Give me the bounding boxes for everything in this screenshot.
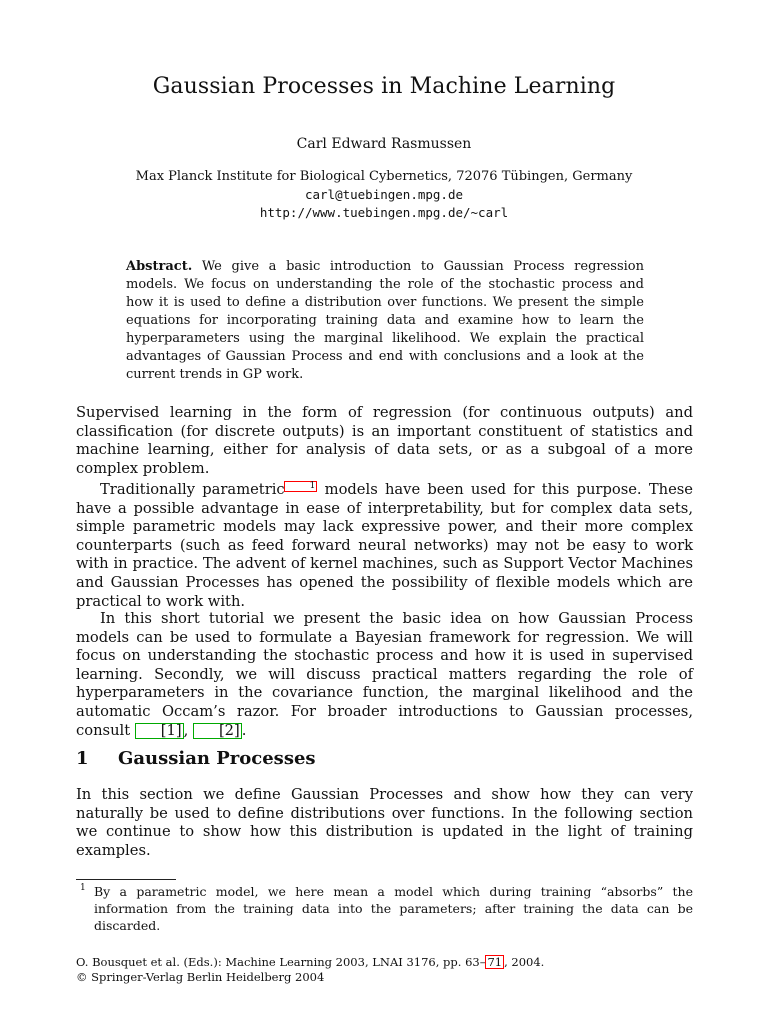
citation-line-end: , 2004.: [504, 955, 545, 969]
citation-line: [76, 955, 693, 970]
intro-paragraph-1: Supervised learning in the form of regression (for continuous outputs) and classification (for discrete outputs) is an important constituent of statistics and machine learning, either for analysis of data sets, or as a subgoal of a more complex problem.: [76, 404, 693, 477]
intro-paragraph-3: [76, 610, 693, 740]
author-name: Carl Edward Rasmussen: [296, 136, 472, 152]
author-email[interactable]: carl@tuebingen.mpg.de: [304, 187, 464, 202]
page-range-link[interactable]: 71: [487, 955, 503, 969]
author-url[interactable]: http://www.tuebingen.mpg.de/~carl: [259, 205, 509, 220]
section-heading: [76, 748, 316, 769]
paper-title: Gaussian Processes in Machine Learning: [152, 74, 616, 99]
copyright-line: © Springer-Verlag Berlin Heidelberg 2004: [76, 970, 325, 984]
abstract-label: Abstract.: [126, 259, 193, 274]
intro-p3-end: .: [241, 721, 247, 739]
abstract: [126, 258, 644, 384]
affiliation: Max Planck Institute for Biological Cybernetics, 72076 Tübingen, Germany: [135, 169, 633, 184]
footnote-link[interactable]: 1: [284, 481, 318, 492]
footnote-mark: 1: [80, 883, 86, 893]
citation-line-text: O. Bousquet et al. (Eds.): Machine Learning 2003, LNAI 3176, pp. 63–: [76, 955, 486, 969]
abstract-text: We give a basic introduction to Gaussian Process regression models. We focus on understanding the role of the stochastic process and how it is used to define a distribution over functions. We present the simple equations for incorporating training data and examine how to learn the hyperparameters using the marginal likelihood. We explain the practical advantages of Gaussian Process and end with conclusions and a look at the current trends in GP work.: [126, 259, 644, 382]
footnote: [76, 883, 693, 934]
intro-p2-text-start: Traditionally parametric: [100, 481, 285, 498]
section-paragraph-1: In this section we define Gaussian Processes and show how they can very naturally be used to define distributions over functions. In the following section we continue to show how this distribution is updated in the light of training examples.: [76, 786, 693, 859]
footnote-text: By a parametric model, we here mean a model which during training “absorbs” the information from the training data into the parameters; after training the data can be discarded.: [94, 884, 693, 933]
section-number: 1: [76, 748, 89, 769]
intro-p2-text-rest: models have been used for this purpose. These have a possible advantage in ease of interpretability, but for complex data sets, simple parametric models may lack expressive power, and their more complex counterparts (such as feed forward neural networks) may not be easy to work with in practice. The advent of kernel machines, such as Support Vector Machines and Gaussian Processes has opened the possibility of flexible models which are practical to work with.: [76, 481, 693, 610]
bibliographic-info: [76, 955, 693, 985]
intro-p3-text: In this short tutorial we present the basic idea on how Gaussian Process models can be used to formulate a Bayesian framework for regression. We will focus on understanding the stochastic process and how it is used in supervised learning. Secondly, we will discuss practical matters regarding the role of hyperparameters in the covariance function, the marginal likelihood and the automatic Occam’s razor. For broader introductions to Gaussian processes, consult: [76, 610, 693, 739]
affiliation-block: [0, 168, 768, 222]
intro-paragraph-2: [76, 481, 693, 611]
citation-link-2[interactable]: [2]: [193, 723, 242, 739]
citation-separator: ,: [183, 721, 193, 739]
section-title: Gaussian Processes: [118, 748, 316, 769]
footnote-divider: [76, 879, 176, 880]
citation-link-1[interactable]: [1]: [135, 723, 184, 739]
